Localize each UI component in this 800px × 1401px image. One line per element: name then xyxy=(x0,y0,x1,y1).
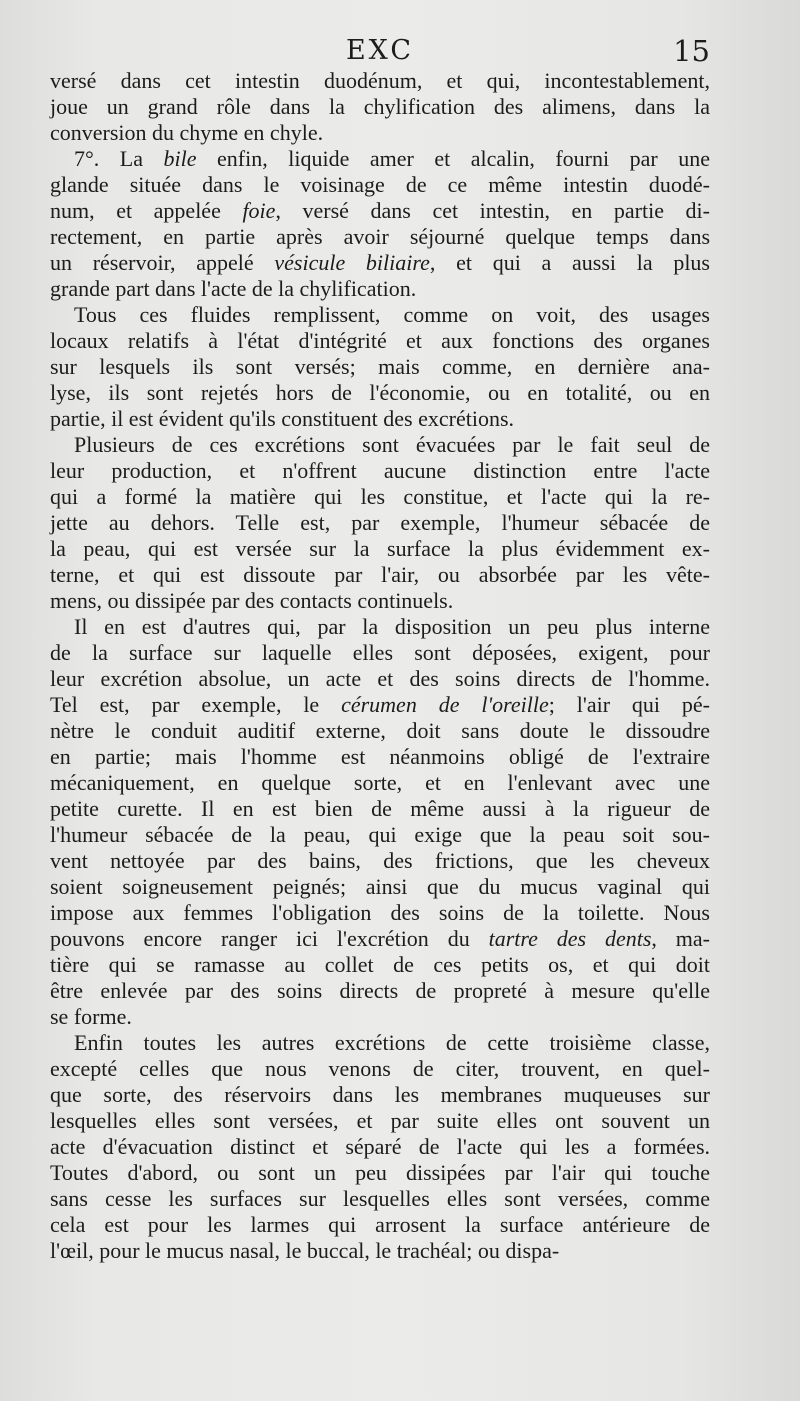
text-line: acte d'évacuation distinct et séparé de l'acte qui les a formées. xyxy=(50,1134,710,1159)
paragraph xyxy=(50,302,710,432)
text-line: l'humeur sébacée de la peau, qui exige que la peau soit sou- xyxy=(50,822,710,847)
text-line: leur excrétion absolue, un acte et des soins directs de l'homme. xyxy=(50,666,710,691)
text-line: Toutes d'abord, ou sont un peu dissipées par l'air qui touche xyxy=(50,1160,710,1185)
text-line: vent nettoyée par des bains, des frictions, que les cheveux xyxy=(50,848,710,873)
text-line: cela est pour les larmes qui arrosent la surface antérieure de xyxy=(50,1212,710,1237)
text-line: sur lesquels ils sont versés; mais comme, en dernière ana- xyxy=(50,354,710,379)
text-line: Plusieurs de ces excrétions sont évacuées par le fait seul de xyxy=(74,432,710,457)
text-line: un réservoir, appelé vésicule biliaire, et qui a aussi la plus xyxy=(50,250,710,275)
text-line: petite curette. Il en est bien de même aussi à la rigueur de xyxy=(50,796,710,821)
page-header xyxy=(50,34,710,68)
text-line: tière qui se ramasse au collet de ces petits os, et qui doit xyxy=(50,952,710,977)
text-line: Tel est, par exemple, le cérumen de l'oreille; l'air qui pé- xyxy=(50,692,710,717)
paragraph xyxy=(50,68,710,146)
paragraph xyxy=(50,432,710,614)
text-line: pouvons encore ranger ici l'excrétion du tartre des dents, ma- xyxy=(50,926,710,951)
text-line: Il en est d'autres qui, par la disposition un peu plus interne xyxy=(74,614,710,639)
text-line: terne, et qui est dissoute par l'air, ou absorbée par les vête- xyxy=(50,562,710,587)
text-line: qui a formé la matière qui les constitue, et l'acte qui la re- xyxy=(50,484,710,509)
text-line: num, et appelée foie, versé dans cet intestin, en partie di- xyxy=(50,198,710,223)
text-line: en partie; mais l'homme est néanmoins obligé de l'extraire xyxy=(50,744,710,769)
paragraph xyxy=(50,146,710,302)
text-line: que sorte, des réservoirs dans les membranes muqueuses sur xyxy=(50,1082,710,1107)
text-line: joue un grand rôle dans la chylification des alimens, dans la xyxy=(50,94,710,119)
text-line: lesquelles elles sont versées, et par suite elles ont souvent un xyxy=(50,1108,710,1133)
text-line: rectement, en partie après avoir séjourné quelque temps dans xyxy=(50,224,710,249)
text-line: l'œil, pour le mucus nasal, le buccal, le trachéal; ou dispa- xyxy=(50,1238,560,1263)
text-line: conversion du chyme en chyle. xyxy=(50,120,324,145)
text-line: lyse, ils sont rejetés hors de l'économie, ou en totalité, ou en xyxy=(50,380,710,405)
paragraph xyxy=(50,614,710,1030)
text-line: être enlevée par des soins directs de propreté à mesure qu'elle xyxy=(50,978,710,1003)
text-line: 7°. La bile enfin, liquide amer et alcalin, fourni par une xyxy=(74,146,710,171)
text-line: sans cesse les surfaces sur lesquelles elles sont versées, comme xyxy=(50,1186,710,1211)
page-number: 15 xyxy=(673,34,710,68)
text-line: se forme. xyxy=(50,1004,132,1029)
text-line: impose aux femmes l'obligation des soins de la toilette. Nous xyxy=(50,900,710,925)
text-line: mécaniquement, en quelque sorte, et en l'enlevant avec une xyxy=(50,770,710,795)
text-line: Tous ces fluides remplissent, comme on voit, des usages xyxy=(74,302,710,327)
text-line: glande située dans le voisinage de ce même intestin duodé- xyxy=(50,172,710,197)
text-line: leur production, et n'offrent aucune distinction entre l'acte xyxy=(50,458,710,483)
text-line: partie, il est évident qu'ils constituent des excrétions. xyxy=(50,406,515,431)
text-line: de la surface sur laquelle elles sont déposées, exigent, pour xyxy=(50,640,710,665)
text-line: grande part dans l'acte de la chylification. xyxy=(50,276,417,301)
text-line: Enfin toutes les autres excrétions de cette troisième classe, xyxy=(74,1030,710,1055)
paragraph xyxy=(50,1030,710,1264)
text-line: excepté celles que nous venons de citer, trouvent, en quel- xyxy=(50,1056,710,1081)
text-line: jette au dehors. Telle est, par exemple, l'humeur sébacée de xyxy=(50,510,710,535)
text-line: nètre le conduit auditif externe, doit sans doute le dissoudre xyxy=(50,718,710,743)
text-line: soient soigneusement peignés; ainsi que du mucus vaginal qui xyxy=(50,874,710,899)
text-line: mens, ou dissipée par des contacts continuels. xyxy=(50,588,454,613)
text-line: versé dans cet intestin duodénum, et qui, incontestablement, xyxy=(50,68,710,93)
text-line: locaux relatifs à l'état d'intégrité et aux fonctions des organes xyxy=(50,328,710,353)
text-line: la peau, qui est versée sur la surface la plus évidemment ex- xyxy=(50,536,710,561)
running-head: EXC xyxy=(345,35,415,66)
text-body xyxy=(50,68,710,1264)
